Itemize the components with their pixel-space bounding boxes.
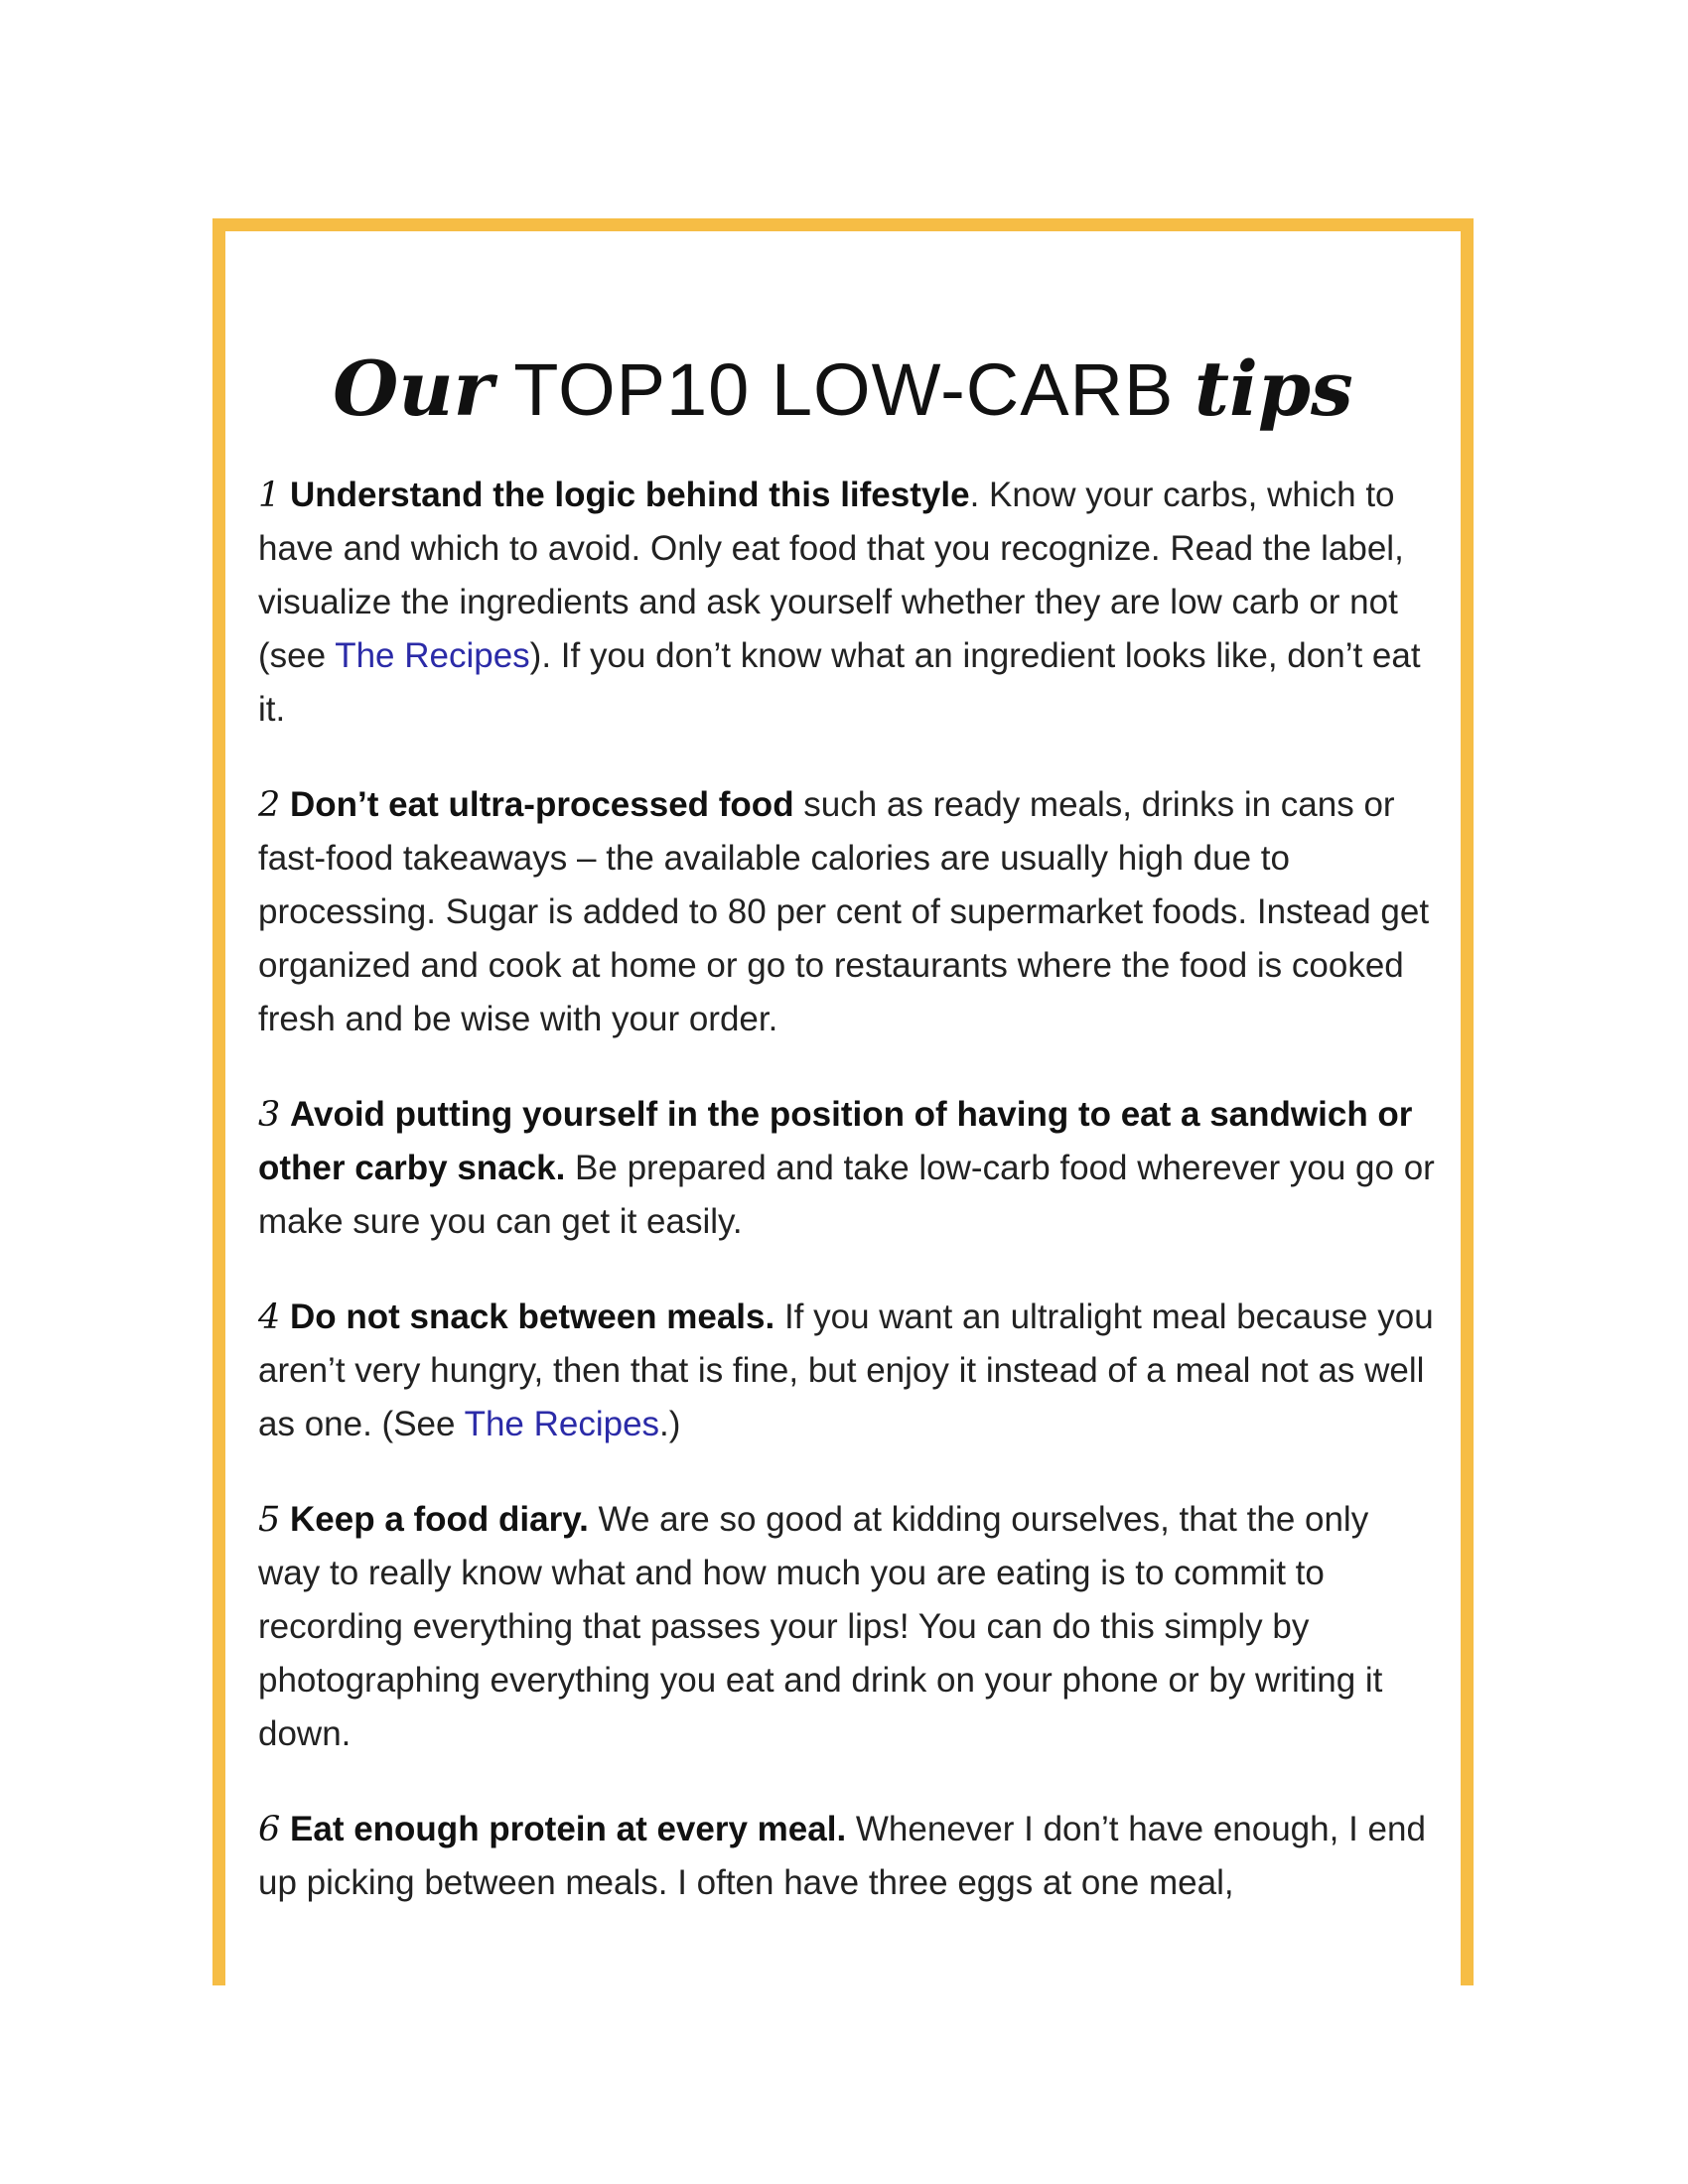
page-title: [212, 340, 1474, 440]
tip-text-end: .): [659, 1405, 681, 1443]
title-caps: TOP10 LOW-CARB: [513, 347, 1175, 431]
tip-heading: Do not snack between meals.: [290, 1297, 775, 1336]
tip-heading: Keep a food diary.: [290, 1500, 589, 1539]
tip-number: 1: [258, 476, 281, 515]
recipes-link[interactable]: The Recipes: [335, 636, 530, 675]
recipes-link[interactable]: The Recipes: [464, 1405, 660, 1443]
tip-number: 6: [258, 1810, 281, 1849]
tip-text: such as ready meals, drinks in cans or fast-food takeaways – the available calories are usually high due to processing. Sugar is added to 80 per cent of supermarket foods. Instead get organized and cook at home or go to restaurants where the food is cooked fresh and be wise with your order.: [258, 785, 1430, 1038]
tip-1: [258, 469, 1440, 737]
tip-4: [258, 1291, 1440, 1451]
tip-number: 3: [258, 1095, 281, 1135]
tip-text: . Know your carbs, which to have and which to avoid. Only eat food that you recognize. Read the label, visualize the ingredients and ask yourself whether they are low carb or not (see: [258, 476, 1404, 675]
tip-5: [258, 1493, 1440, 1761]
tip-heading: Eat enough protein at every meal.: [290, 1810, 847, 1848]
tip-text: We are so good at kidding ourselves, that the only way to really know what and how much you are eating is to commit to recording everything that passes your lips! You can do this simply by photographing everything you eat and drink on your phone or by writing it down.: [258, 1500, 1383, 1753]
tip-heading: Understand the logic behind this lifestyle: [290, 476, 970, 514]
tip-text: If you want an ultralight meal because you aren’t very hungry, then that is fine, but enjoy it instead of a meal not as well as one. (See: [258, 1297, 1434, 1443]
title-script-left: Our: [333, 343, 493, 433]
tips-list: [258, 469, 1440, 1952]
tip-number: 5: [258, 1500, 281, 1540]
tip-2: [258, 778, 1440, 1046]
tip-number: 2: [258, 785, 281, 825]
tip-3: [258, 1088, 1440, 1249]
tip-number: 4: [258, 1297, 281, 1337]
title-script-right: tips: [1194, 343, 1353, 433]
tip-text: Whenever I don’t have enough, I end up picking between meals. I often have three eggs at one meal,: [258, 1810, 1426, 1902]
tip-heading: Avoid putting yourself in the position of having to eat a sandwich or other carby snack.: [258, 1095, 1413, 1187]
tip-text-end: ). If you don’t know what an ingredient looks like, don’t eat it.: [258, 636, 1421, 729]
tip-heading: Don’t eat ultra-processed food: [290, 785, 794, 824]
tip-6: [258, 1803, 1440, 1910]
tip-text: Be prepared and take low-carb food wherever you go or make sure you can get it easily.: [258, 1149, 1435, 1241]
